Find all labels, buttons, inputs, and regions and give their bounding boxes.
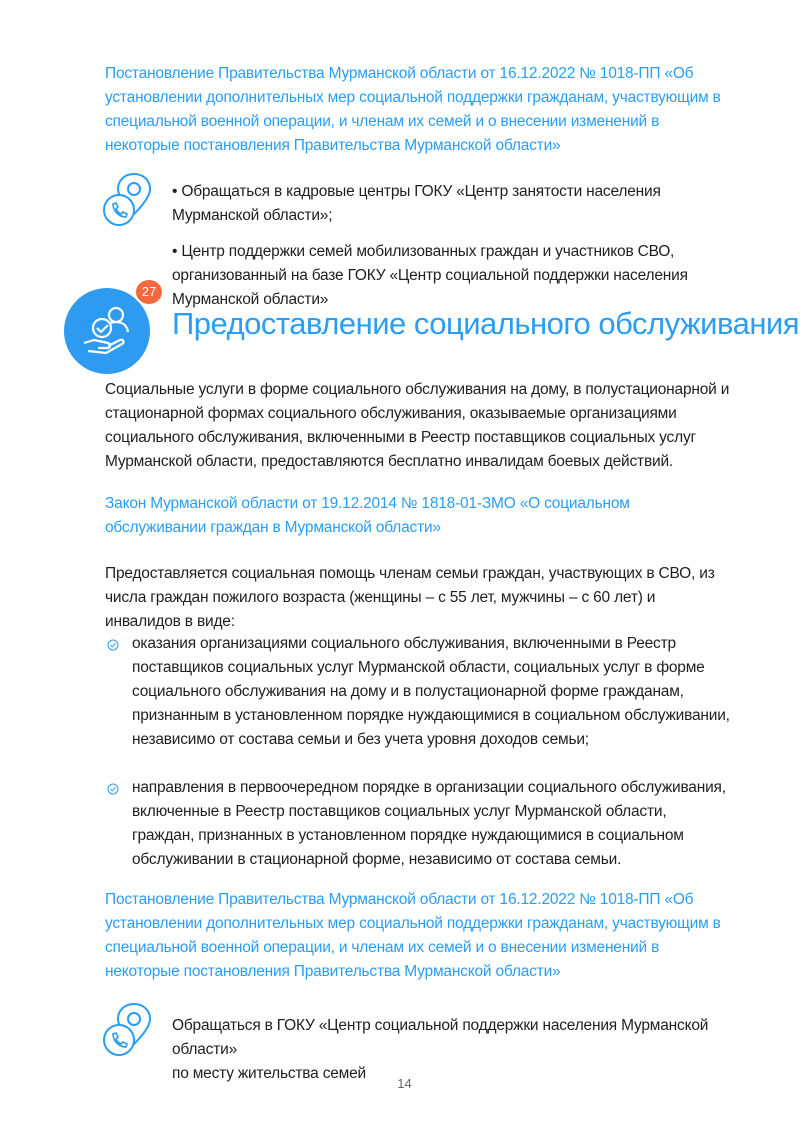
contact-line: Обращаться в ГОКУ «Центр социальной поддержки населения Мурманской области» xyxy=(172,1017,709,1058)
top-reference: Постановление Правительства Мурманской области от 16.12.2022 № 1018-ПП «Об установлении дополнительных мер социальной поддержки гражданам, участвующим в специальной военной операции, и членам их семей и о внесении изменений в некоторые постановления Правительства Мурманской области» xyxy=(105,65,721,154)
law-reference: Закон Мурманской области от 19.12.2014 № 1818-01-ЗМО «О социальном обслуживании граждан в Мурманской области» xyxy=(105,495,630,536)
page-number: 14 xyxy=(397,1076,412,1091)
section-number-badge: 27 xyxy=(134,278,164,306)
list-item-text: оказания организациями социального обслуживания, включенными в Реестр поставщиков социальных услуг Мурманской области, социальных услуг в форме социального обслуживания на дому и в полустационарной форме гражданам, признанным в установленном порядке нуждающимися в социальном обслуживании, независимо от состава семьи и без учета уровня доходов семьи; xyxy=(132,635,730,748)
section-lead: Предоставляется социальная помощь членам семьи граждан, участвующих в СВО, из числа граждан пожилого возраста (женщины – с 55 лет, мужчины – с 60 лет) и инвалидов в виде: xyxy=(105,565,715,630)
contact-line: по месту жительства семей xyxy=(172,1065,366,1082)
list-item xyxy=(105,776,730,872)
section-intro: Социальные услуги в форме социального обслуживания на дому, в полустационарной и стационарной формах социального обслуживания, оказываемые организациями социального обслуживания, включенными в Реестр поставщиков социальных услуг Мурманской области, предоставляются бесплатно инвалидам боевых действий. xyxy=(105,381,730,470)
check-circle-icon xyxy=(107,783,119,795)
section-reference: Постановление Правительства Мурманской области от 16.12.2022 № 1018-ПП «Об установлении дополнительных мер социальной поддержки гражданам, участвующим в специальной военной операции, и членам их семей и о внесении изменений в некоторые постановления Правительства Мурманской области» xyxy=(105,891,721,980)
section-title: Предоставление социального обслуживания xyxy=(172,306,800,341)
check-circle-icon xyxy=(107,639,119,651)
list-item-text: направления в первоочередном порядке в организации социального обслуживания, включенные в Реестр поставщиков социальных услуг Мурманской области, граждан, признанных в установленном порядке нуждающимися в социальном обслуживании в стационарной форме, независимо от состава семьи. xyxy=(132,779,726,868)
list-item xyxy=(105,632,730,752)
contact-line: • Центр поддержки семей мобилизованных граждан и участников СВО, организованный на базе ГОКУ «Центр социальной поддержки населения Мурманской области» xyxy=(172,243,688,308)
location-phone-icon xyxy=(102,170,158,230)
top-contacts xyxy=(172,180,732,324)
contact-line: • Обращаться в кадровые центры ГОКУ «Центр занятости населения Мурманской области»; xyxy=(172,183,661,224)
location-phone-icon xyxy=(102,1000,158,1060)
